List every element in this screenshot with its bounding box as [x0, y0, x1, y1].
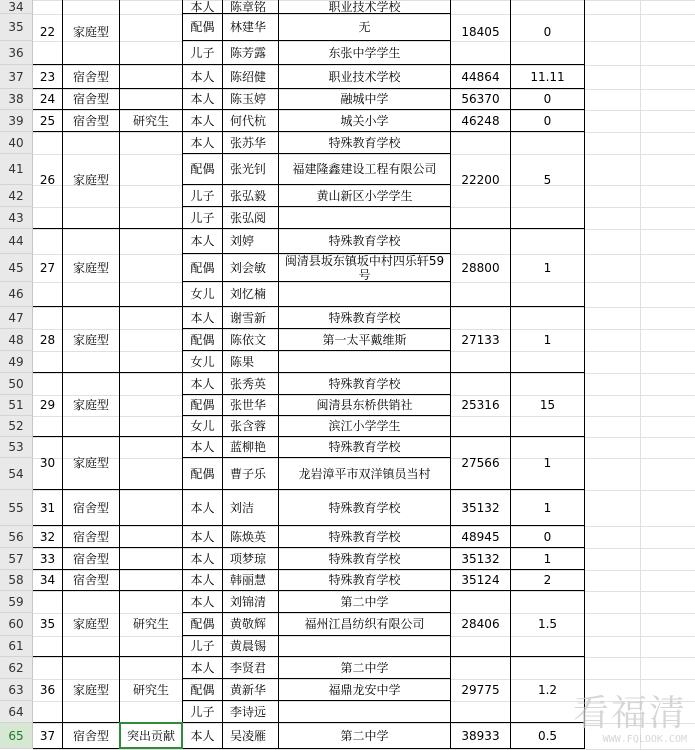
cell-type[interactable]: 宿舍型 [63, 548, 120, 570]
cell-rel[interactable]: 本人 [183, 0, 223, 14]
cell-group[interactable]: 27 [33, 229, 63, 307]
cell-income[interactable]: 29775 [451, 657, 511, 723]
cell-income[interactable]: 27566 [451, 437, 511, 490]
row-header[interactable]: 42 [0, 185, 33, 207]
cell-area[interactable]: 1 [511, 548, 585, 570]
cell-extra[interactable] [120, 526, 183, 548]
cell-unit[interactable]: 特殊教育学校 [279, 229, 451, 254]
cell-name[interactable]: 张弘阅 [223, 207, 279, 229]
cell-group[interactable]: 23 [33, 65, 63, 89]
cell-rel[interactable]: 本人 [183, 307, 223, 329]
cell-name[interactable]: 黄新华 [223, 679, 279, 701]
cell-unit[interactable] [279, 207, 451, 229]
cell-name[interactable]: 张含蓉 [223, 416, 279, 437]
cell-rel[interactable]: 本人 [183, 657, 223, 679]
row-header[interactable]: 40 [0, 132, 33, 154]
row-header[interactable]: 60 [0, 613, 33, 636]
row-header[interactable]: 49 [0, 351, 33, 373]
cell-unit[interactable]: 闽清县坂东镇坂中村四乐轩59号 [279, 254, 451, 282]
cell-income[interactable]: 35124 [451, 570, 511, 591]
cell-name[interactable]: 谢雪新 [223, 307, 279, 329]
cell-unit[interactable] [279, 636, 451, 657]
cell-name[interactable]: 陈依文 [223, 329, 279, 351]
cell-group[interactable]: 25 [33, 110, 63, 132]
cell-name[interactable]: 陈焕英 [223, 526, 279, 548]
cell-rel[interactable]: 本人 [183, 65, 223, 89]
cell-unit[interactable]: 滨江小学学生 [279, 416, 451, 437]
cell-area[interactable]: 0 [511, 0, 585, 65]
row-header[interactable]: 54 [0, 458, 33, 490]
cell-rel[interactable]: 配偶 [183, 679, 223, 701]
cell-income[interactable]: 25316 [451, 373, 511, 437]
row-header[interactable]: 63 [0, 679, 33, 701]
row-header[interactable]: 51 [0, 395, 33, 416]
cell-rel[interactable]: 儿子 [183, 185, 223, 207]
cell-area[interactable]: 15 [511, 373, 585, 437]
row-header[interactable]: 43 [0, 207, 33, 229]
cell-unit[interactable]: 职业技术学校 [279, 0, 451, 14]
cell-area[interactable]: 0 [511, 526, 585, 548]
watermark-logo: 看福清 [572, 693, 687, 734]
cell-rel[interactable]: 本人 [183, 570, 223, 591]
cell-type[interactable]: 宿舍型 [63, 65, 120, 89]
cell-name[interactable]: 刘忆楠 [223, 282, 279, 307]
row-header[interactable]: 48 [0, 329, 33, 351]
cell-unit[interactable]: 特殊教育学校 [279, 437, 451, 458]
row-header[interactable]: 57 [0, 548, 33, 570]
cell-income[interactable]: 48945 [451, 526, 511, 548]
cell-group[interactable]: 24 [33, 89, 63, 110]
cell-type[interactable]: 宿舍型 [63, 110, 120, 132]
cell-rel[interactable]: 本人 [183, 591, 223, 613]
cell-unit[interactable]: 福建隆鑫建设工程有限公司 [279, 154, 451, 185]
row-header[interactable]: 34 [0, 0, 33, 14]
cell-name[interactable]: 项梦琼 [223, 548, 279, 570]
cell-income[interactable]: 27133 [451, 307, 511, 373]
cell-income[interactable]: 22200 [451, 132, 511, 229]
row-header[interactable]: 55 [0, 490, 33, 526]
cell-extra[interactable]: 研究生 [120, 657, 183, 723]
cell-extra[interactable] [120, 65, 183, 89]
cell-group[interactable]: 36 [33, 657, 63, 723]
cell-group[interactable]: 33 [33, 548, 63, 570]
cell-area[interactable]: 0.5 [511, 723, 585, 749]
cell-type[interactable]: 家庭型 [63, 591, 120, 657]
cell-area[interactable]: 1.2 [511, 657, 585, 723]
watermark-url: WWW.FQLOOK.COM [602, 734, 687, 745]
cell-unit[interactable]: 东张中学学生 [279, 41, 451, 65]
cell-unit[interactable]: 无 [279, 14, 451, 41]
cell-rel[interactable]: 配偶 [183, 458, 223, 490]
cell-group[interactable]: 26 [33, 132, 63, 229]
row-header[interactable]: 61 [0, 636, 33, 657]
cell-unit[interactable] [279, 351, 451, 373]
cell-group[interactable]: 30 [33, 437, 63, 490]
cell-type[interactable]: 家庭型 [63, 657, 120, 723]
row-header[interactable]: 62 [0, 657, 33, 679]
cell-name[interactable]: 张世华 [223, 395, 279, 416]
cell-unit[interactable]: 特殊教育学校 [279, 307, 451, 329]
cell-rel[interactable]: 本人 [183, 723, 223, 749]
cell-type[interactable]: 家庭型 [63, 307, 120, 373]
cell-group[interactable]: 31 [33, 490, 63, 526]
cell-extra[interactable]: 突出贡献 [120, 723, 183, 749]
cell-rel[interactable]: 女儿 [183, 416, 223, 437]
cell-name[interactable]: 李诗远 [223, 701, 279, 723]
cell-rel[interactable]: 本人 [183, 548, 223, 570]
cell-unit[interactable]: 特殊教育学校 [279, 526, 451, 548]
cell-rel[interactable]: 配偶 [183, 254, 223, 282]
cell-rel[interactable]: 儿子 [183, 41, 223, 65]
cell-rel[interactable]: 配偶 [183, 395, 223, 416]
cell-type[interactable]: 宿舍型 [63, 723, 120, 749]
cell-area[interactable]: 1 [511, 307, 585, 373]
cell-extra[interactable] [120, 307, 183, 373]
cell-name[interactable]: 刘洁 [223, 490, 279, 526]
cell-income[interactable]: 35132 [451, 548, 511, 570]
cell-extra[interactable] [120, 0, 183, 65]
cell-group[interactable]: 34 [33, 570, 63, 591]
cell-name[interactable]: 黄敬辉 [223, 613, 279, 636]
cell-unit[interactable]: 特殊教育学校 [279, 570, 451, 591]
cell-type[interactable]: 宿舍型 [63, 490, 120, 526]
cell-type[interactable]: 家庭型 [63, 437, 120, 490]
cell-name[interactable]: 张苏华 [223, 132, 279, 154]
cell-extra[interactable]: 研究生 [120, 110, 183, 132]
cell-type[interactable]: 家庭型 [63, 132, 120, 229]
row-header[interactable]: 36 [0, 41, 33, 65]
row-header[interactable]: 44 [0, 229, 33, 254]
row-header[interactable]: 46 [0, 282, 33, 307]
cell-area[interactable]: 0 [511, 89, 585, 110]
cell-group[interactable]: 35 [33, 591, 63, 657]
cell-name[interactable]: 张光钊 [223, 154, 279, 185]
cell-name[interactable]: 蓝柳艳 [223, 437, 279, 458]
cell-rel[interactable]: 儿子 [183, 636, 223, 657]
cell-type[interactable]: 宿舍型 [63, 526, 120, 548]
cell-extra[interactable] [120, 548, 183, 570]
cell-extra[interactable] [120, 490, 183, 526]
cell-name[interactable]: 曹子乐 [223, 458, 279, 490]
cell-area[interactable]: 2 [511, 570, 585, 591]
cell-unit[interactable]: 特殊教育学校 [279, 373, 451, 395]
cell-unit[interactable]: 城关小学 [279, 110, 451, 132]
cell-income[interactable]: 28406 [451, 591, 511, 657]
row-header[interactable]: 58 [0, 570, 33, 591]
cell-rel[interactable]: 配偶 [183, 613, 223, 636]
cell-name[interactable]: 吴凌雁 [223, 723, 279, 749]
cell-unit[interactable]: 特殊教育学校 [279, 490, 451, 526]
row-header[interactable]: 65 [0, 723, 33, 749]
cell-unit[interactable]: 特殊教育学校 [279, 132, 451, 154]
cell-unit[interactable] [279, 282, 451, 307]
cell-rel[interactable]: 儿子 [183, 701, 223, 723]
cell-type[interactable]: 宿舍型 [63, 89, 120, 110]
cell-name[interactable]: 刘会敏 [223, 254, 279, 282]
cell-unit[interactable] [279, 701, 451, 723]
cell-unit[interactable]: 第一太平戴维斯 [279, 329, 451, 351]
cell-unit[interactable]: 融城中学 [279, 89, 451, 110]
cell-income[interactable]: 18405 [451, 0, 511, 65]
cell-extra[interactable] [120, 229, 183, 307]
cell-extra[interactable] [120, 437, 183, 490]
cell-unit[interactable]: 第二中学 [279, 723, 451, 749]
cell-area[interactable]: 1 [511, 229, 585, 307]
cell-extra[interactable] [120, 132, 183, 229]
cell-income[interactable]: 46248 [451, 110, 511, 132]
cell-type[interactable]: 宿舍型 [63, 570, 120, 591]
cell-name[interactable]: 陈果 [223, 351, 279, 373]
cell-name[interactable]: 张秀英 [223, 373, 279, 395]
cell-name[interactable]: 陈芳露 [223, 41, 279, 65]
cell-name[interactable]: 林建华 [223, 14, 279, 41]
row-header[interactable]: 38 [0, 89, 33, 110]
cell-group[interactable]: 37 [33, 723, 63, 749]
cell-name[interactable]: 刘婷 [223, 229, 279, 254]
cell-rel[interactable]: 本人 [183, 229, 223, 254]
cell-unit[interactable]: 第二中学 [279, 591, 451, 613]
cell-group[interactable]: 32 [33, 526, 63, 548]
cell-income[interactable]: 56370 [451, 89, 511, 110]
cell-name[interactable]: 陈玉婷 [223, 89, 279, 110]
cell-rel[interactable]: 女儿 [183, 282, 223, 307]
cell-group[interactable]: 29 [33, 373, 63, 437]
cell-rel[interactable]: 本人 [183, 110, 223, 132]
cell-rel[interactable]: 配偶 [183, 329, 223, 351]
cell-rel[interactable]: 本人 [183, 89, 223, 110]
cell-name[interactable]: 刘锦清 [223, 591, 279, 613]
cell-rel[interactable]: 本人 [183, 373, 223, 395]
cell-name[interactable]: 黄晨锡 [223, 636, 279, 657]
cell-name[interactable]: 韩丽慧 [223, 570, 279, 591]
cell-unit[interactable]: 闽清县东桥供销社 [279, 395, 451, 416]
cell-rel[interactable]: 女儿 [183, 351, 223, 373]
cell-name[interactable]: 陈绍健 [223, 65, 279, 89]
row-header[interactable]: 37 [0, 65, 33, 89]
cell-extra[interactable] [120, 373, 183, 437]
row-header[interactable]: 50 [0, 373, 33, 395]
cell-type[interactable]: 家庭型 [63, 229, 120, 307]
cell-income[interactable]: 38933 [451, 723, 511, 749]
cell-unit[interactable]: 职业技术学校 [279, 65, 451, 89]
row-header[interactable]: 53 [0, 437, 33, 458]
cell-rel[interactable]: 本人 [183, 132, 223, 154]
row-header[interactable]: 59 [0, 591, 33, 613]
cell-name[interactable]: 陈章铭 [223, 0, 279, 14]
row-header[interactable]: 52 [0, 416, 33, 437]
cell-area[interactable]: 1.5 [511, 591, 585, 657]
cell-extra[interactable] [120, 89, 183, 110]
gridline [640, 0, 641, 749]
cell-rel[interactable]: 配偶 [183, 14, 223, 41]
row-header[interactable]: 41 [0, 154, 33, 185]
cell-area[interactable]: 11.11 [511, 65, 585, 89]
row-header[interactable]: 35 [0, 14, 33, 41]
cell-rel[interactable]: 本人 [183, 490, 223, 526]
cell-unit[interactable]: 第二中学 [279, 657, 451, 679]
cell-group[interactable]: 22 [33, 0, 63, 65]
cell-area[interactable]: 0 [511, 110, 585, 132]
cell-extra[interactable] [120, 570, 183, 591]
cell-rel[interactable]: 配偶 [183, 154, 223, 185]
cell-area[interactable]: 1 [511, 437, 585, 490]
row-header[interactable]: 64 [0, 701, 33, 723]
cell-extra[interactable]: 研究生 [120, 591, 183, 657]
cell-unit[interactable]: 黄山新区小学学生 [279, 185, 451, 207]
cell-name[interactable]: 李贤君 [223, 657, 279, 679]
cell-rel[interactable]: 儿子 [183, 207, 223, 229]
cell-rel[interactable]: 本人 [183, 526, 223, 548]
cell-income[interactable]: 28800 [451, 229, 511, 307]
row-header[interactable]: 56 [0, 526, 33, 548]
cell-unit[interactable]: 特殊教育学校 [279, 548, 451, 570]
cell-unit[interactable]: 福州江昌纺织有限公司 [279, 613, 451, 636]
cell-unit[interactable]: 龙岩漳平市双洋镇员当村 [279, 458, 451, 490]
row-header[interactable]: 39 [0, 110, 33, 132]
row-header[interactable]: 45 [0, 254, 33, 282]
cell-name[interactable]: 何代杭 [223, 110, 279, 132]
cell-area[interactable]: 5 [511, 132, 585, 229]
cell-group[interactable]: 28 [33, 307, 63, 373]
cell-area[interactable]: 1 [511, 490, 585, 526]
cell-type[interactable]: 家庭型 [63, 373, 120, 437]
cell-rel[interactable]: 本人 [183, 437, 223, 458]
cell-unit[interactable]: 福鼎龙安中学 [279, 679, 451, 701]
row-header[interactable]: 47 [0, 307, 33, 329]
cell-type[interactable]: 家庭型 [63, 0, 120, 65]
cell-name[interactable]: 张弘毅 [223, 185, 279, 207]
cell-income[interactable]: 44864 [451, 65, 511, 89]
cell-income[interactable]: 35132 [451, 490, 511, 526]
